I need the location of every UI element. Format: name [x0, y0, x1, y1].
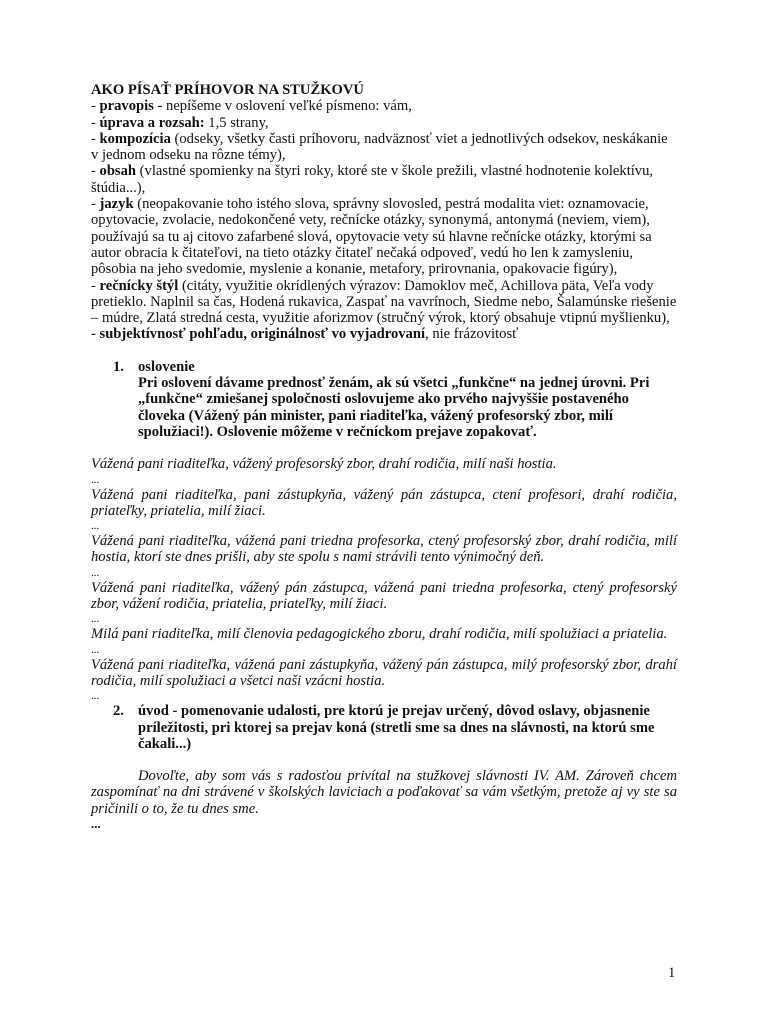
section-text: Pri oslovení dávame prednosť ženám, ak sú všetci „funkčne“ na jednej úrovni. Pri „funkčne“ zmiešanej spoločnosti oslovujeme ako prvého najvyššie postaveného človeka (Vážený pán minister, pani riaditeľka, vážený profesorský zbor, milí spolužiaci!). Oslovenie môžeme v rečníckom prejave zopakovať.: [138, 375, 650, 440]
list-item-subjektivnost: - subjektívnosť pohľadu, originálnosť vo vyjadrovaní, nie frázovitosť: [91, 326, 519, 343]
document-body: [91, 82, 677, 831]
section-oslovenie: [91, 359, 677, 440]
example-greeting-2: Vážená pani riaditeľka, pani zástupkyňa, vážený pán zástupca, ctení profesori, drahí rodičia, priateľky, priatelia, milí žiaci.: [91, 486, 677, 519]
item-term: jazyk: [99, 196, 134, 213]
ellipsis: ...: [91, 520, 100, 533]
section-heading: oslovenie: [138, 358, 195, 375]
list-item-uprava: - úprava a rozsah: 1,5 strany,: [91, 114, 269, 131]
ellipsis: ...: [91, 643, 100, 656]
example-greeting-3: Vážená pani riaditeľka, vážená pani triedna profesorka, ctený profesorský zbor, drahí rodičia, milí hostia, ktorí ste dnes prišli, aby ste spolu s nami strávili tento výnimočný deň.: [91, 533, 677, 566]
ellipsis: ...: [91, 690, 100, 703]
list-item-recnicky-styl: - rečnícky štýl (citáty, využitie okrídlených výrazov: Damoklov meč, Achillova päta, Veľa vody pretieklo. Naplnil sa čas, Hodená rukavica, Zaspať na vavrínoch, Siedme nebo, Šalamúnske riešenie – múdre, Zlatá stredná cesta, využitie aforizmov (stručný výrok, ktorý obsahuje vtipnú myšlienku),: [91, 277, 677, 327]
item-term: pravopis: [99, 98, 154, 115]
intro-example: Dovoľte, aby som vás s radosťou privítal na stužkovej slávnosti IV. AM. Zároveň chcem zaspomínať na dni strávené v školských laviciach a poďakovať sa vám všetkým, pretože aj vy ste sa pričinili o to, že tu dnes sme.: [91, 768, 677, 817]
item-text: (neopakovanie toho istého slova, správny slovosled, pestrá modalita viet: oznamovacie, opytovacie, zvolacie, nedokončené vety, rečnícke otázky, synonymá, antonymá (neviem, viem), používajú sa tu aj citovo zafarbené slová, opytovacie vety sú hlavne rečnícke otázky, ktorými sa autor obracia k čitateľovi, na tieto otázky čitateľ nečaká odpoveď, vedú ho len k zamysleniu, pôsobia na jeho svedomie, myslenie a konanie, metafory, prirovnania, opakovacie figúry),: [91, 196, 652, 278]
example-greeting-5: Milá pani riaditeľka, milí členovia pedagogického zboru, drahí rodičia, milí spolužiaci a priatelia.: [91, 626, 668, 643]
item-text: (citáty, využitie okrídlených výrazov: Damoklov meč, Achillova päta, Veľa vody pretieklo. Naplnil sa čas, Hodená rukavica, Zaspať na vavrínoch, Siedme nebo, Šalamúnske riešenie – múdre, Zlatá stredná cesta, využitie aforizmov (stručný výrok, ktorý obsahuje vtipnú myšlienku),: [91, 277, 677, 327]
item-term: subjektívnosť pohľadu, originálnosť vo vyjadrovaní: [99, 326, 426, 343]
section-number: 1.: [113, 358, 124, 375]
document-title: AKO PÍSAŤ PRÍHOVOR NA STUŽKOVÚ: [91, 82, 364, 98]
example-greeting-1: Vážená pani riaditeľka, vážený profesorský zbor, drahí rodičia, milí naši hostia.: [91, 456, 557, 473]
ellipsis: ...: [91, 566, 100, 579]
page-number: 1: [668, 965, 676, 981]
ellipsis: ...: [91, 815, 101, 831]
section-text: úvod - pomenovanie udalosti, pre ktorú je prejav určený, dôvod oslavy, objasnenie príležitosti, pri ktorej sa prejav koná (stretli sme sa dnes na slávnosti, na ktorú sme čakali...): [138, 703, 655, 752]
example-greeting-4: Vážená pani riaditeľka, vážený pán zástupca, vážená pani triedna profesorka, ctený profesorský zbor, vážení rodičia, priatelia, priateľky, milí žiaci.: [91, 579, 677, 613]
section-uvod: [91, 703, 677, 752]
item-term: úprava a rozsah:: [99, 114, 205, 131]
list-item-obsah: - obsah (vlastné spomienky na štyri roky, ktoré ste v škole prežili, vlastné hodnotenie kolektívu, štúdia...),: [91, 163, 654, 196]
item-text: 1,5 strany,: [204, 114, 269, 131]
item-term: rečnícky štýl: [99, 277, 179, 294]
list-item-kompozicia: - kompozícia (odseky, všetky časti príhovoru, nadväznosť viet a jednotlivých odsekov, neskákanie v jednom odseku na rôzne témy),: [91, 130, 668, 164]
item-text: , nie frázovitosť: [425, 326, 519, 343]
list-item-jazyk: - jazyk (neopakovanie toho istého slova, správny slovosled, pestrá modalita viet: oznamovacie, opytovacie, zvolacie, nedokončené vety, rečnícke otázky, synonymá, antonymá (neviem, viem), používajú sa tu aj citovo zafarbené slová, opytovacie vety sú hlavne rečnícke otázky, ktorými sa autor obracia k čitateľovi, na tieto otázky čitateľ nečaká odpoveď, vedú ho len k zamysleniu, pôsobia na jeho svedomie, myslenie a konanie, metafory, prirovnania, opakovacie figúry),: [91, 196, 652, 278]
list-item-pravopis: - pravopis - nepíšeme v oslovení veľké písmeno: vám,: [91, 98, 412, 115]
item-term: obsah: [99, 163, 137, 180]
item-text: - nepíšeme v oslovení veľké písmeno: vám,: [153, 98, 412, 115]
ellipsis: ...: [91, 473, 100, 486]
item-text: (odseky, všetky časti príhovoru, nadväznosť viet a jednotlivých odsekov, neskákanie v jednom odseku na rôzne témy),: [91, 130, 668, 164]
ellipsis: ...: [91, 613, 100, 626]
item-term: kompozícia: [99, 130, 171, 147]
item-text: (vlastné spomienky na štyri roky, ktoré ste v škole prežili, vlastné hodnotenie kolektívu, štúdia...),: [91, 163, 654, 196]
example-greeting-6: Vážená pani riaditeľka, vážená pani zástupkyňa, vážený pán zástupca, milý profesorský zbor, drahí rodičia, milí spolužiaci a všetci naši vzácni hostia.: [91, 656, 677, 689]
section-number: 2.: [113, 703, 124, 720]
